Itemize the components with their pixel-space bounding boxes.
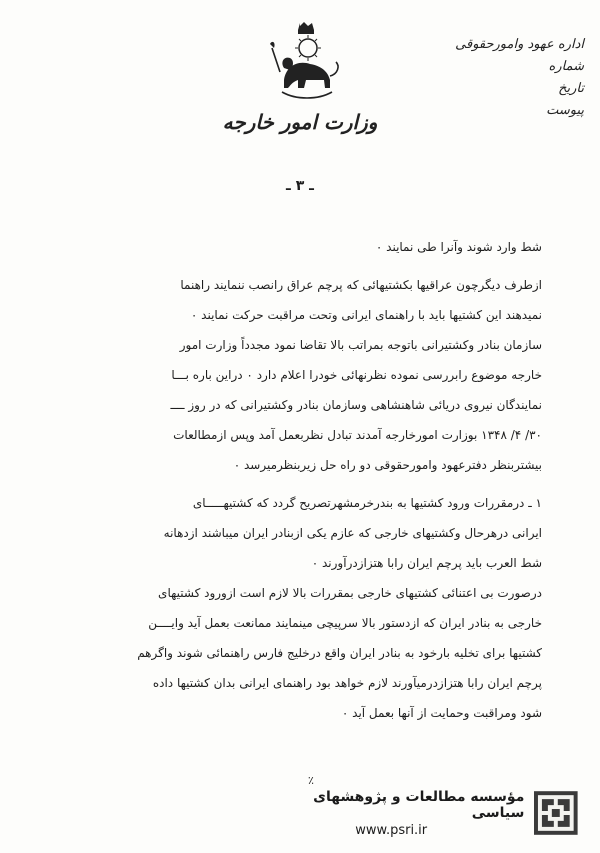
ministry-title: وزارت امور خارجه	[222, 110, 378, 134]
header-field-number: شماره	[548, 59, 584, 74]
psri-logo-icon	[534, 791, 578, 835]
body-line: پرچم ایران رابا هتزازدرمیآورند لازم خواهد بود راهنمای ایرانی بدان کشتیها داده	[152, 676, 542, 690]
header-field-date: تاریخ	[558, 81, 584, 96]
psri-watermark	[258, 787, 578, 839]
body-line: ایرانی درهرحال وکشتیهای خارجی که عازم یکی ازبنادر ایران میباشند ازدهانه	[163, 526, 542, 540]
body-line: ۱ ـ درمقررات ورود کشتیها به بندرخرمشهرتصریح گردد که کشتیهـــــای	[192, 496, 542, 510]
header-fields	[455, 34, 584, 122]
letter-body	[60, 232, 542, 728]
watermark-url[interactable]: www.psri.ir	[355, 822, 428, 838]
page-number: ـ ۳ ـ	[286, 178, 314, 194]
body-line: ۳۰/ ۴/ ۱۳۴۸ بوزارت امورخارجه آمدند تبادل نظربعمل آمد وپس ازمطالعات	[173, 428, 542, 442]
lion-and-sun-emblem-icon	[262, 22, 352, 102]
body-line: شط العرب باید پرچم ایران رابا هتزازدرآورند ۰	[311, 556, 542, 570]
watermark-name: مؤسسه مطالعات و پژوهشهای سیاسی	[313, 788, 525, 821]
body-line: درصورت بی اعتنائی کشتیهای خارجی بمقررات بالا لازم است ازورود کشتیهای	[158, 586, 542, 600]
body-line: نمیدهند این کشتیها باید با راهنمای ایرانی وتحت مراقبت حرکت نمایند ۰	[190, 308, 542, 322]
body-line: شط وارد شوند وآنرا طی نمایند ۰	[375, 240, 542, 254]
footer-mark: ٪	[308, 774, 314, 787]
body-line: شود ومراقبت وحمایت از آنها بعمل آید ۰	[341, 706, 542, 720]
body-line: ازطرف دیگرچون عراقیها بکشتیهائی که پرچم عراق رانصب ننمایند راهنما	[180, 278, 542, 292]
header-field-department: اداره عهود وامورحقوقی	[455, 37, 584, 52]
body-line: سازمان بنادر وکشتیرانی باتوجه بمراتب بالا تقاضا نمود مجدداً وزارت امور	[179, 338, 542, 352]
body-line: خارجه موضوع رابررسی نموده نظرنهائی خودرا اعلام دارد ۰ دراین باره بـــا	[171, 368, 542, 382]
header-field-attachment: پیوست	[546, 103, 584, 118]
body-line: خارجی به بنادر ایران که ازدستور بالا سرپیچی مینمایند ممانعت بعمل آید وایــــن	[148, 616, 542, 630]
body-line: بیشتربنظر دفترعهود وامورحقوقی دو راه حل زیربنظرمیرسد ۰	[233, 458, 542, 472]
body-line: نمایندگان نیروی دریائی شاهنشاهی وسازمان بنادر وکشتیرانی که در روز ــــ	[170, 398, 542, 412]
body-line: کشتیها برای تخلیه بارخود به بنادر ایران واقع درخلیج فارس راهنمائی شوند واگرهم	[137, 646, 542, 660]
